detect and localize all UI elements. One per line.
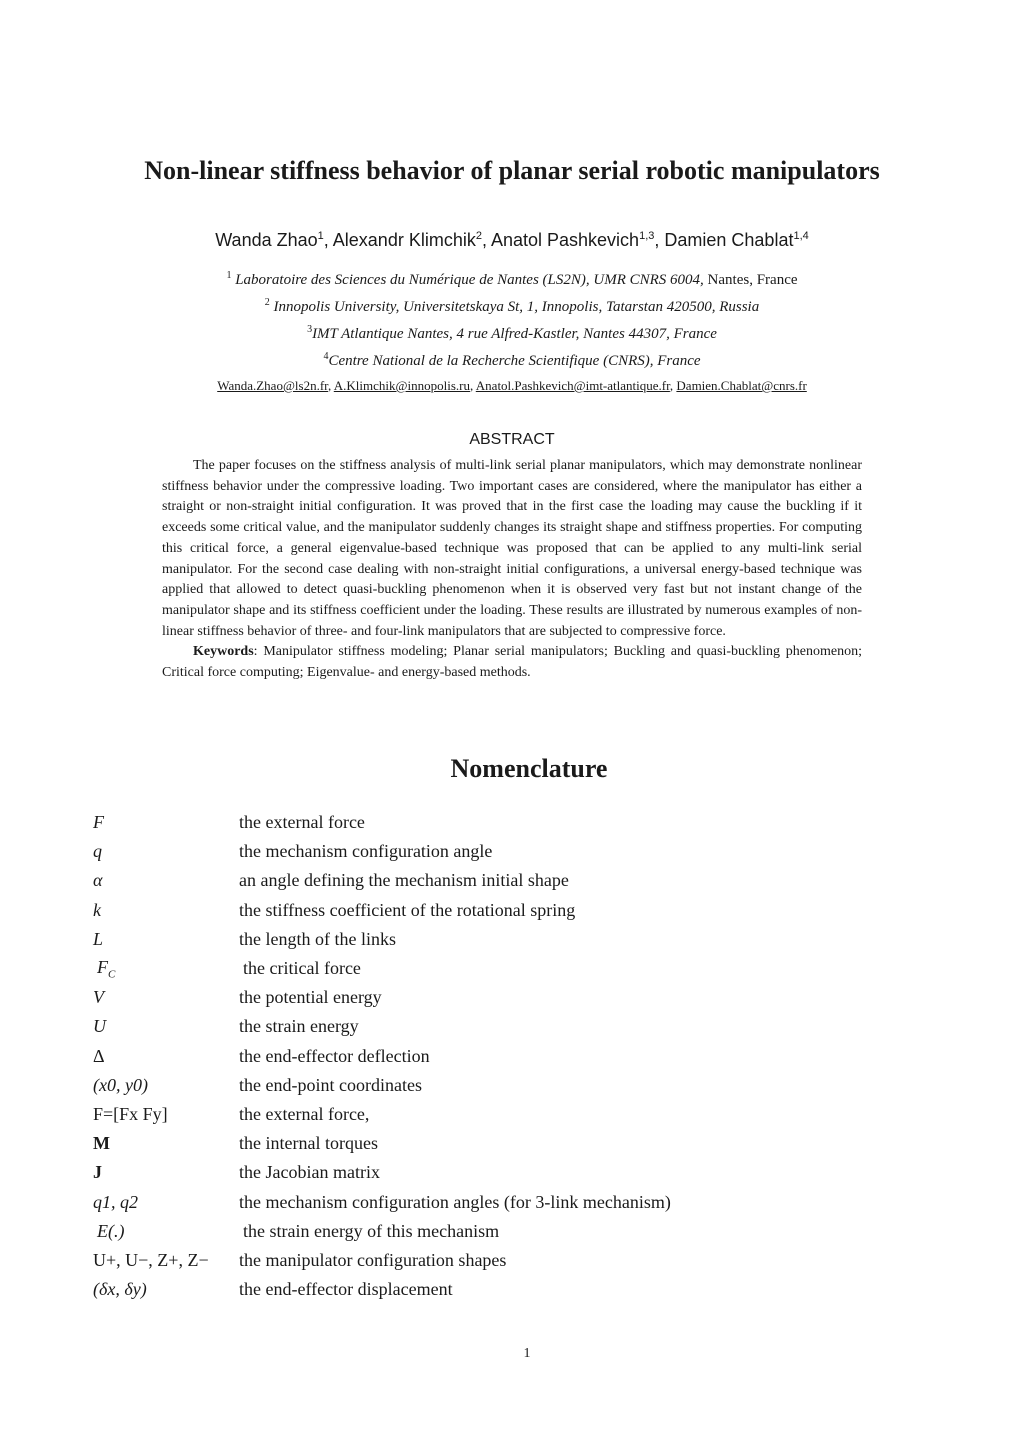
nomenclature-definition: the end-effector deflection (239, 1045, 430, 1066)
nomenclature-symbol: M (93, 1133, 110, 1154)
nomenclature-row (93, 1071, 953, 1100)
email-link[interactable]: Damien.Chablat@cnrs.fr (676, 378, 807, 393)
nomenclature-definition: the strain energy of this mechanism (243, 1220, 500, 1241)
affiliation-1: $^1$ Laboratoire des Sciences du Numérique de Nantes (LS2N), UMR CNRS 6004, Nantes, France (226, 270, 798, 288)
email-link[interactable]: Anatol.Pashkevich@imt-atlantique.fr (475, 378, 670, 393)
nomenclature-symbol: L (93, 928, 104, 949)
nomenclature-symbol: q (93, 841, 102, 862)
nomenclature-row (93, 1158, 953, 1187)
nomenclature-definition: an angle defining the mechanism initial shape (239, 870, 569, 891)
nomenclature-definition: the external force (239, 812, 365, 833)
email-link[interactable]: A.Klimchik@innopolis.ru (333, 378, 470, 393)
nomenclature-row (93, 866, 953, 895)
abstract-heading: ABSTRACT (469, 431, 555, 448)
author-name: Anatol Pashkevich (490, 230, 640, 250)
keywords-label: Keywords (193, 644, 254, 660)
nomenclature-definition: the external force, (239, 1103, 370, 1124)
nomenclature-row (93, 896, 953, 925)
nomenclature-symbol: k (93, 899, 101, 920)
nomenclature-definition: the length of the links (239, 928, 396, 949)
nomenclature-symbol: J (93, 1162, 102, 1183)
nomenclature-row (93, 1129, 953, 1158)
nomenclature-row (93, 925, 953, 954)
nomenclature-list (93, 808, 953, 1304)
nomenclature-symbol: F (93, 812, 104, 833)
nomenclature-definition: the potential energy (239, 987, 382, 1008)
nomenclature-row (93, 1100, 953, 1129)
nomenclature-symbol: F=[Fx Fy] (93, 1103, 168, 1124)
keywords-paragraph (162, 642, 862, 683)
nomenclature-definition: the strain energy (239, 1016, 359, 1037)
nomenclature-row (93, 1042, 953, 1071)
nomenclature-definition: the internal torques (239, 1133, 378, 1154)
affiliation-4: $^4$Centre National de la Recherche Scientifique (CNRS), France (323, 351, 701, 369)
nomenclature-row (93, 1187, 953, 1216)
nomenclature-definition: the manipulator configuration shapes (239, 1249, 507, 1270)
nomenclature-symbol: (x0, y0) (93, 1074, 148, 1095)
author-name: Wanda Zhao (215, 230, 318, 250)
abstract-body (162, 456, 862, 684)
nomenclature-symbol: U+, U−, Z+, Z− (93, 1249, 209, 1270)
author-list: Wanda Zhao$^1$, Alexandr Klimchik$^2$, Anatol Pashkevich$^{1,3}$, Damien Chablat$^{1,4}$ (215, 230, 809, 250)
nomenclature-symbol: Δ (93, 1045, 105, 1066)
nomenclature-definition: the mechanism configuration angle (239, 841, 493, 862)
nomenclature-definition: the end-effector displacement (239, 1279, 453, 1300)
nomenclature-symbol: U (93, 1016, 106, 1037)
author-affil-sup: 1,3 (639, 230, 655, 242)
nomenclature-symbol: q1, q2 (93, 1191, 138, 1212)
nomenclature-row (93, 1275, 953, 1304)
nomenclature-row (93, 983, 953, 1012)
nomenclature-definition: the critical force (243, 958, 361, 979)
nomenclature-row (93, 808, 953, 837)
abstract-text: The paper focuses on the stiffness analysis of multi-link serial planar manipulators, which may demonstrate nonlinear stiffness behavior under the compressive loading. Two important cases are considered, where the manipulator has either a straight or non-straight initial configuration. It was proved that in the first case the loading may cause the buckling if it exceeds some critical value, and the manipulator suddenly changes its straight shape and stiffness properties. For computing this critical force, a general eigenvalue-based technique was proposed that can be applied to any multi-link serial manipulator. For the second case dealing with non-straight initial configurations, a universal energy-based technique was applied that allowed to detect quasi-buckling phenomenon when it is observed very fast but not instant change of the manipulator shape and its stiffness coefficient under the loading. These results are illustrated by numerous examples of non-linear stiffness behavior of three- and four-link manipulators that are subjected to compressive force. (162, 458, 862, 639)
nomenclature-symbol: α (93, 870, 103, 891)
nomenclature-row (93, 1217, 953, 1246)
author-affil-sup: 1,4 (793, 230, 809, 242)
author-affil-sup: 2 (475, 230, 482, 242)
nomenclature-definition: the stiffness coefficient of the rotational spring (239, 899, 576, 920)
nomenclature-definition: the Jacobian matrix (239, 1162, 380, 1183)
page-number: 1 (523, 1346, 531, 1361)
nomenclature-symbol: (δx, δy) (93, 1279, 147, 1300)
nomenclature-row (93, 1246, 953, 1275)
nomenclature-definition: the end-point coordinates (239, 1074, 422, 1095)
nomenclature-symbol: $F_C$ (97, 956, 116, 981)
nomenclature-row (93, 1012, 953, 1041)
author-affil-sup: 1 (317, 230, 324, 242)
affiliation-2: $^2$ Innopolis University, Universitetskaya St, 1, Innopolis, Tatarstan 420500, Russia (264, 297, 760, 315)
author-emails: Wanda.Zhao@ls2n.fr, A.Klimchik@innopolis.ru, Anatol.Pashkevich@imt-atlantique.fr, Damien.Chablat@cnrs.fr (217, 378, 807, 393)
author-name: Alexandr Klimchik (332, 230, 476, 250)
nomenclature-heading: Nomenclature (450, 754, 608, 783)
paper-title: Non-linear stiffness behavior of planar serial robotic manipulators (144, 156, 880, 185)
nomenclature-row (93, 954, 953, 983)
keywords-text: : Manipulator stiffness modeling; Planar serial manipulators; Buckling and quasi-buckling phenomenon; Critical force computing; Eigenvalue- and energy-based methods. (162, 644, 862, 681)
nomenclature-symbol: E(.) (97, 1220, 125, 1241)
nomenclature-symbol: V (93, 987, 104, 1008)
nomenclature-definition: the mechanism configuration angles (for 3-link mechanism) (239, 1191, 671, 1212)
author-name: Damien Chablat (664, 230, 794, 250)
email-link[interactable]: Wanda.Zhao@ls2n.fr (217, 378, 328, 393)
nomenclature-row (93, 837, 953, 866)
affiliation-3: $^3$IMT Atlantique Nantes, 4 rue Alfred-Kastler, Nantes 44307, France (307, 324, 717, 342)
